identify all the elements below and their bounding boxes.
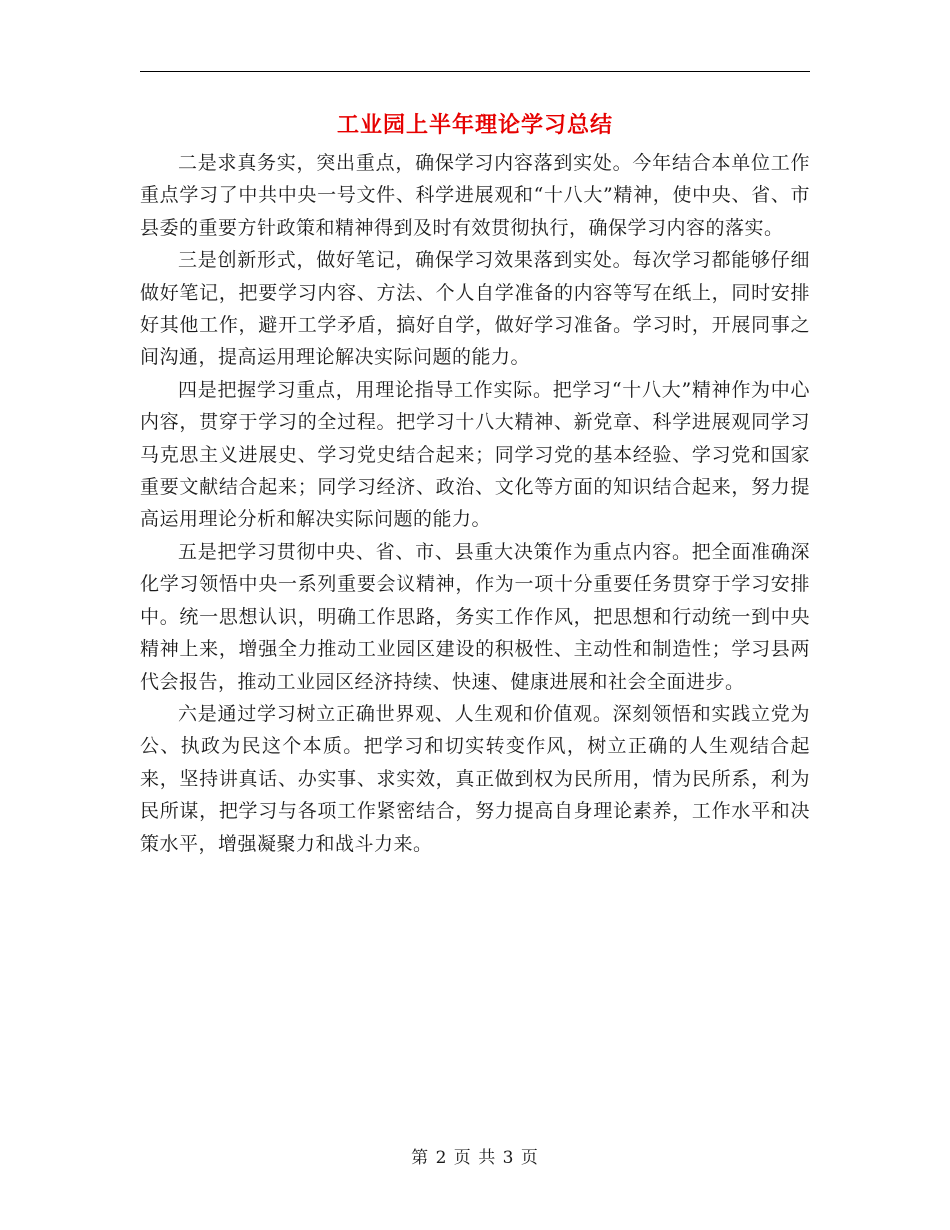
header-rule: [140, 71, 810, 72]
paragraph-2: 二是求真务实，突出重点，确保学习内容落到实处。今年结合本单位工作重点学习了中共中央一号文件、科学进展观和“十八大”精神，使中央、省、市县委的重要方针政策和精神得到及时有效贯彻执行，确保学习内容的落实。: [140, 152, 810, 239]
paragraph-5: 五是把学习贯彻中央、省、市、县重大决策作为重点内容。把全面准确深化学习领悟中央一系列重要会议精神，作为一项十分重要任务贯穿于学习安排中。统一思想认识，明确工作思路，务实工作作风，把思想和行动统一到中央精神上来，增强全力推动工业园区建设的积极性、主动性和制造性；学习县两代会报告，推动工业园区经济持续、快速、健康进展和社会全面进步。: [140, 540, 810, 693]
paragraph-4: 四是把握学习重点，用理论指导工作实际。把学习“十八大”精神作为中心内容，贯穿于学习的全过程。把学习十八大精神、新党章、科学进展观同学习马克思主义进展史、学习党史结合起来；同学习党的基本经验、学习党和国家重要文献结合起来；同学习经济、政治、文化等方面的知识结合起来，努力提高运用理论分析和解决实际问题的能力。: [140, 378, 810, 531]
paragraph-3: 三是创新形式，做好笔记，确保学习效果落到实处。每次学习都能够仔细做好笔记，把要学习内容、方法、个人自学准备的内容等写在纸上，同时安排好其他工作，避开工学矛盾，搞好自学，做好学习准备。学习时，开展同事之间沟通，提高运用理论解决实际问题的能力。: [140, 249, 810, 369]
page-number: 第 2 页 共 3 页: [411, 1148, 539, 1168]
paragraph-6: 六是通过学习树立正确世界观、人生观和价值观。深刻领悟和实践立党为公、执政为民这个本质。把学习和切实转变作风，树立正确的人生观结合起来，坚持讲真话、办实事、求实效，真正做到权为民所用，情为民所系，利为民所谋，把学习与各项工作紧密结合，努力提高自身理论素养，工作水平和决策水平，增强凝聚力和战斗力来。: [140, 702, 810, 855]
document-title: 工业园上半年理论学习总结: [336, 112, 613, 138]
document-body: [140, 147, 810, 860]
